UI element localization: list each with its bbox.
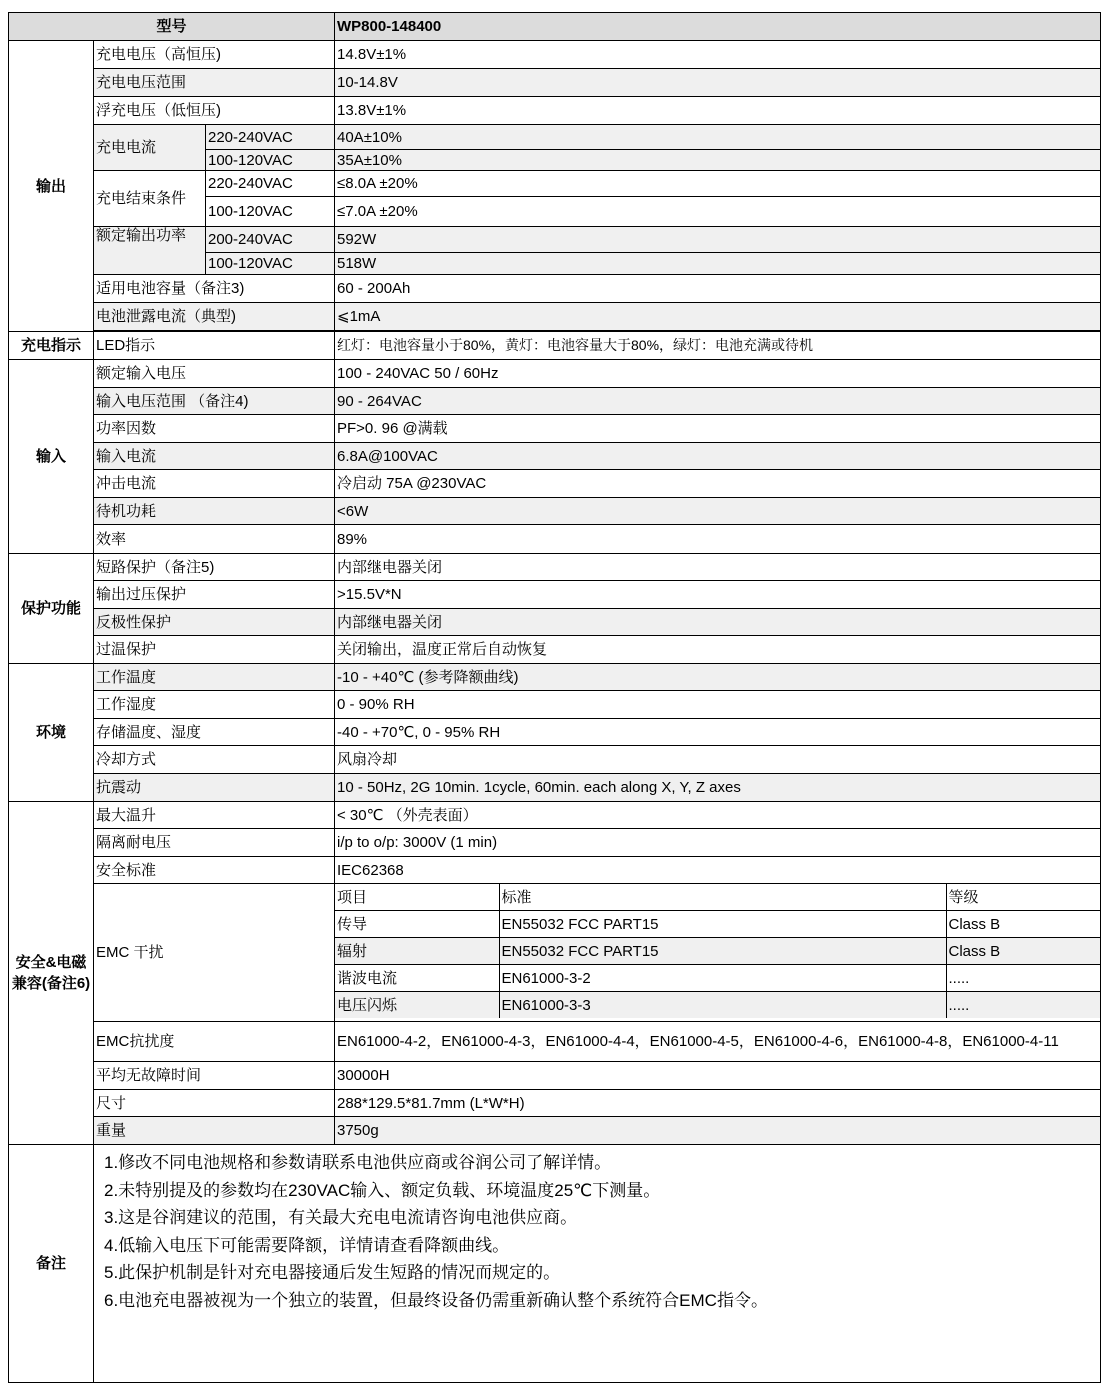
table-row xyxy=(9,857,1101,884)
emc-row xyxy=(335,992,1100,1019)
row-value: 89% xyxy=(335,525,1101,554)
row-label: 额定输入电压 xyxy=(94,360,335,388)
row-label: 额定输出功率 xyxy=(94,227,206,275)
emc-item: 电压闪烁 xyxy=(337,996,398,1014)
row-label: 存储温度、湿度 xyxy=(94,719,335,746)
row-value: 内部继电器关闭 xyxy=(335,554,1101,581)
row-value: <6W xyxy=(335,498,1101,525)
row-label: 安全标准 xyxy=(94,857,335,884)
section-environment: 环境 xyxy=(9,664,94,802)
row-label: 输入电压范围 （备注4) xyxy=(94,388,335,415)
row-value: 内部继电器关闭 xyxy=(335,609,1101,636)
emc-level: Class B xyxy=(946,911,1100,938)
row-value: >15.5V*N xyxy=(335,581,1101,609)
row-value: 288*129.5*81.7mm (L*W*H) xyxy=(335,1090,1101,1117)
row-label: LED指示 xyxy=(94,332,335,360)
row-label: 待机功耗 xyxy=(94,498,335,525)
row-value: EN61000-4-2，EN61000-4-3，EN61000-4-4，EN61000-4-5，EN61000-4-6，EN61000-4-8，EN61000-4-11 xyxy=(335,1022,1101,1062)
table-row xyxy=(9,97,1101,125)
section-safety: 安全&电磁兼容(备注6) xyxy=(9,802,94,1145)
voltage-range: 100-120VAC xyxy=(206,197,335,227)
row-label: 工作湿度 xyxy=(94,691,335,719)
row-label: EMC抗扰度 xyxy=(94,1022,335,1062)
table-row xyxy=(9,125,1101,150)
row-value: 90 - 264VAC xyxy=(335,388,1101,415)
row-label: 抗震动 xyxy=(94,774,335,802)
row-value: i/p to o/p: 3000V (1 min) xyxy=(335,829,1101,857)
row-value: 14.8V±1% xyxy=(335,41,1101,69)
row-label: 尺寸 xyxy=(94,1090,335,1117)
table-row xyxy=(9,1062,1101,1090)
voltage-range: 100-120VAC xyxy=(206,253,335,275)
spec-table xyxy=(8,12,1101,1383)
emc-std: EN61000-3-3 xyxy=(499,992,946,1019)
emc-item: 辐射 xyxy=(335,938,499,965)
table-row xyxy=(9,525,1101,554)
row-value: 6.8A@100VAC xyxy=(335,443,1101,470)
row-label: 功率因数 xyxy=(94,415,335,443)
row-value: ≤7.0A ±20% xyxy=(335,197,1101,227)
emc-header-item: 项目 xyxy=(335,884,499,911)
emc-header-level: 等级 xyxy=(946,884,1100,911)
table-row xyxy=(9,691,1101,719)
section-notes: 备注 xyxy=(9,1145,94,1383)
table-row xyxy=(9,719,1101,746)
emc-subtable xyxy=(335,884,1100,1018)
table-row xyxy=(9,636,1101,664)
header-row xyxy=(9,13,1101,41)
section-indicator: 充电指示 xyxy=(9,332,94,360)
row-value: 红灯：电池容量小于80%，黄灯：电池容量大于80%，绿灯：电池充满或待机 xyxy=(335,332,1101,360)
row-label: 平均无故障时间 xyxy=(94,1062,335,1090)
row-value: 100 - 240VAC 50 / 60Hz xyxy=(335,360,1101,388)
table-row xyxy=(9,498,1101,525)
row-label: 输入电流 xyxy=(94,443,335,470)
row-value: ⩽1mA xyxy=(335,303,1101,331)
row-value: 35A±10% xyxy=(335,150,1101,171)
note-item: 1.修改不同电池规格和参数请联系电池供应商或谷润公司了解详情。 xyxy=(104,1153,612,1172)
table-row xyxy=(9,746,1101,774)
table-row xyxy=(9,470,1101,498)
table-row xyxy=(9,829,1101,857)
emc-level: ..... xyxy=(946,965,1100,992)
voltage-range: 100-120VAC xyxy=(206,150,335,171)
table-row xyxy=(9,581,1101,609)
row-label: 短路保护（备注5) xyxy=(94,554,335,581)
row-label: 充电电流 xyxy=(94,125,206,171)
emc-header-row xyxy=(335,884,1100,911)
row-value: 10-14.8V xyxy=(335,69,1101,97)
note-item: 4.低输入电压下可能需要降额，详情请查看降额曲线。 xyxy=(104,1235,510,1255)
table-row xyxy=(9,41,1101,69)
model-label: 型号 xyxy=(9,13,335,41)
table-row xyxy=(9,802,1101,829)
table-row xyxy=(9,332,1101,360)
emc-subtable-cell xyxy=(335,884,1101,1022)
row-label: EMC 干扰 xyxy=(94,884,335,1022)
row-value: PF>0. 96 @满载 xyxy=(335,415,1101,443)
table-row xyxy=(9,609,1101,636)
table-row xyxy=(9,443,1101,470)
table-row xyxy=(9,388,1101,415)
row-value: 592W xyxy=(335,227,1101,253)
emc-level: ..... xyxy=(946,992,1100,1019)
table-row xyxy=(9,360,1101,388)
section-output: 输出 xyxy=(9,41,94,332)
emc-std: EN55032 FCC PART15 xyxy=(499,911,946,938)
notes-cell xyxy=(94,1145,1101,1383)
emc-header-std: 标准 xyxy=(499,884,946,911)
row-value: 13.8V±1% xyxy=(335,97,1101,125)
spec-sheet xyxy=(8,12,1100,1383)
row-label: 重量 xyxy=(94,1117,335,1145)
row-value: 10 - 50Hz, 2G 10min. 1cycle, 60min. each along X, Y, Z axes xyxy=(335,774,1101,802)
emc-item: 谐波电流 xyxy=(335,965,499,992)
emc-row xyxy=(335,911,1100,938)
row-label: 冲击电流 xyxy=(94,470,335,498)
section-protection: 保护功能 xyxy=(9,554,94,664)
note-item: 3.这是谷润建议的范围，有关最大充电电流请咨询电池供应商。 xyxy=(104,1208,578,1227)
row-value: 风扇冷却 xyxy=(335,746,1101,774)
row-label: 最大温升 xyxy=(94,802,335,829)
row-value: 30000H xyxy=(335,1062,1101,1090)
row-value: 40A±10% xyxy=(335,125,1101,150)
table-row xyxy=(9,1145,1101,1383)
voltage-range: 220-240VAC xyxy=(206,171,335,197)
voltage-range: 200-240VAC xyxy=(206,227,335,253)
section-input: 输入 xyxy=(9,360,94,554)
table-row xyxy=(9,275,1101,303)
row-value: 冷启动 75A @230VAC xyxy=(335,470,1101,498)
row-label: 工作温度 xyxy=(94,664,335,691)
table-row xyxy=(9,171,1101,197)
row-label: 充电结束条件 xyxy=(94,171,206,227)
row-value: 关闭输出，温度正常后自动恢复 xyxy=(335,636,1101,664)
table-row xyxy=(9,69,1101,97)
model-number: WP800-148400 xyxy=(335,13,1101,41)
table-row xyxy=(9,664,1101,691)
row-label: 过温保护 xyxy=(94,636,335,664)
row-label: 反极性保护 xyxy=(94,609,335,636)
row-value: < 30℃ （外壳表面） xyxy=(335,802,1101,829)
row-label: 冷却方式 xyxy=(94,746,335,774)
table-row xyxy=(9,1022,1101,1062)
table-row xyxy=(9,415,1101,443)
row-value: IEC62368 xyxy=(335,857,1101,884)
table-row xyxy=(9,303,1101,331)
emc-std: EN55032 FCC PART15 xyxy=(499,938,946,965)
row-value: 0 - 90% RH xyxy=(335,691,1101,719)
table-row xyxy=(9,227,1101,253)
row-label: 充电电压（高恒压) xyxy=(94,41,335,69)
row-value: 518W xyxy=(335,253,1101,275)
note-item: 2.未特别提及的参数均在230VAC输入、额定负载、环境温度25℃下测量。 xyxy=(104,1180,661,1200)
row-value: -10 - +40℃ (参考降额曲线) xyxy=(335,664,1101,691)
table-row xyxy=(9,1117,1101,1145)
row-value: 60 - 200Ah xyxy=(335,275,1101,303)
table-row xyxy=(9,774,1101,802)
emc-std: EN61000-3-2 xyxy=(499,965,946,992)
row-label: 电池泄露电流（典型) xyxy=(94,303,335,331)
row-label: 输出过压保护 xyxy=(94,581,335,609)
row-label: 效率 xyxy=(94,525,335,554)
emc-item: 传导 xyxy=(335,911,499,938)
row-label: 适用电池容量（备注3) xyxy=(94,275,335,303)
row-value: -40 - +70℃, 0 - 95% RH xyxy=(335,719,1101,746)
emc-level: Class B xyxy=(946,938,1100,965)
row-label: 浮充电压（低恒压) xyxy=(94,97,335,125)
row-value: ≤8.0A ±20% xyxy=(335,171,1101,197)
emc-row xyxy=(335,965,1100,992)
note-item: 6.电池充电器被视为一个独立的装置，但最终设备仍需重新确认整个系统符合EMC指令。 xyxy=(104,1290,768,1310)
table-row xyxy=(9,884,1101,1022)
table-row xyxy=(9,1090,1101,1117)
voltage-range: 220-240VAC xyxy=(206,125,335,150)
row-label: 充电电压范围 xyxy=(94,69,335,97)
row-value: 3750g xyxy=(335,1117,1101,1145)
note-item: 5.此保护机制是针对充电器接通后发生短路的情况而规定的。 xyxy=(104,1263,561,1282)
table-row xyxy=(9,554,1101,581)
emc-row xyxy=(335,938,1100,965)
row-label: 隔离耐电压 xyxy=(94,829,335,857)
